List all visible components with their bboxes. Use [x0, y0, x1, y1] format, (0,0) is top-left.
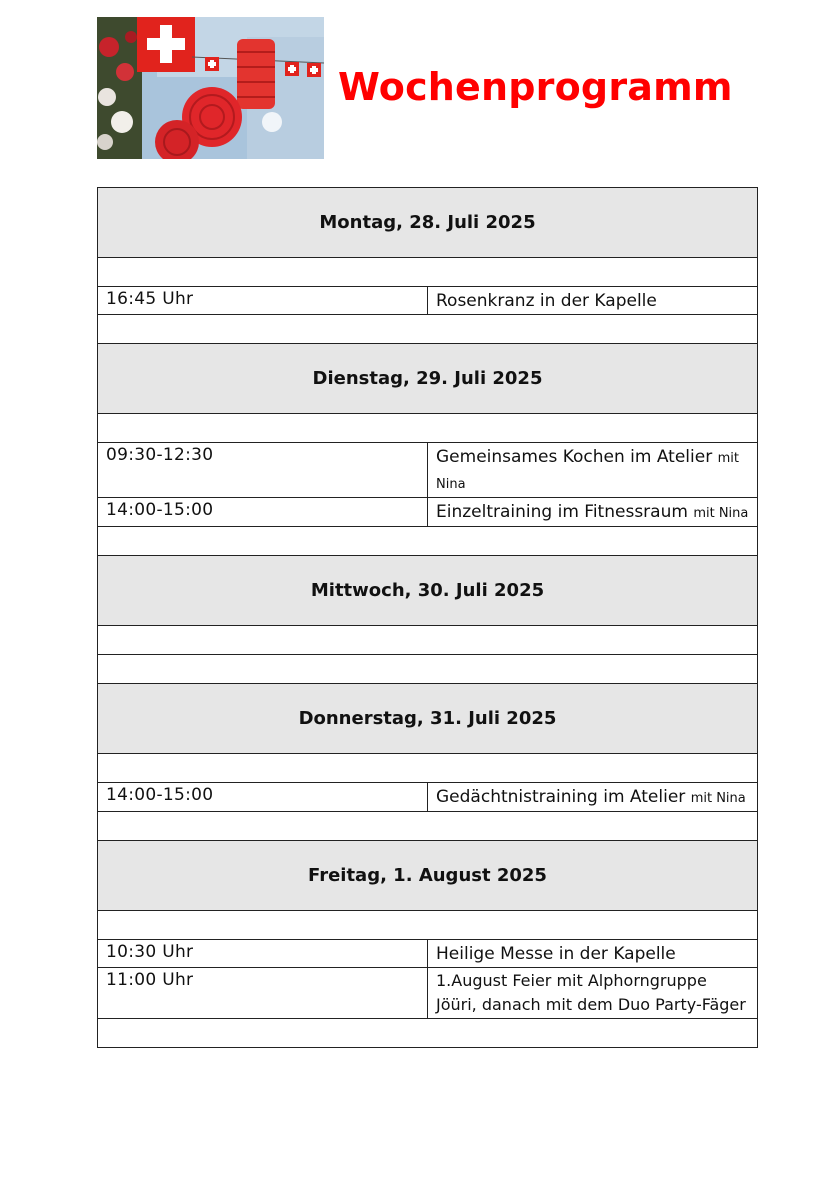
- day-header-friday: [98, 841, 758, 911]
- spacer-row: [98, 527, 758, 556]
- weekly-program-table: [97, 187, 758, 1048]
- event-description: [428, 287, 758, 315]
- event-description: [428, 498, 758, 527]
- event-title: Gemeinsames Kochen im Atelier: [436, 447, 713, 467]
- spacer-row: [98, 812, 758, 841]
- day-header-wednesday: [98, 556, 758, 626]
- day-header-thursday: [98, 684, 758, 754]
- event-time: 09:30-12:30: [98, 443, 428, 498]
- day-date: Mittwoch, 30. Juli 2025: [98, 556, 758, 626]
- event-title: Einzeltraining im Fitnessraum: [436, 502, 688, 522]
- page-title: Wochenprogramm: [338, 65, 733, 109]
- spacer-row: [98, 414, 758, 443]
- event-description: [428, 940, 758, 968]
- event-title: 1.August Feier mit Alphorngruppe Jöüri, danach mit dem Duo Party-Fäger: [436, 971, 746, 1014]
- day-date: Freitag, 1. August 2025: [98, 841, 758, 911]
- event-time: 16:45 Uhr: [98, 287, 428, 315]
- event-description: [428, 968, 758, 1019]
- event-row: [98, 443, 758, 498]
- day-date: Dienstag, 29. Juli 2025: [98, 344, 758, 414]
- spacer-row: [98, 911, 758, 940]
- event-row: [98, 287, 758, 315]
- day-header-monday: [98, 188, 758, 258]
- event-note: mit Nina: [436, 451, 739, 492]
- day-header-tuesday: [98, 344, 758, 414]
- event-row: [98, 783, 758, 812]
- event-time: 14:00-15:00: [98, 498, 428, 527]
- event-note: mit Nina: [690, 791, 746, 806]
- day-date: Montag, 28. Juli 2025: [98, 188, 758, 258]
- event-description: [428, 783, 758, 812]
- event-row: [98, 498, 758, 527]
- event-time: 10:30 Uhr: [98, 940, 428, 968]
- spacer-row: [98, 655, 758, 684]
- spacer-row: [98, 626, 758, 655]
- event-note: mit Nina: [693, 506, 749, 521]
- header-photo: [97, 17, 324, 159]
- event-title: Heilige Messe in der Kapelle: [436, 944, 676, 964]
- event-row: [98, 968, 758, 1019]
- spacer-row: [98, 754, 758, 783]
- event-title: Rosenkranz in der Kapelle: [436, 291, 657, 311]
- event-description: [428, 443, 758, 498]
- spacer-row: [98, 315, 758, 344]
- swiss-lanterns-photo-icon: [97, 17, 324, 159]
- day-date: Donnerstag, 31. Juli 2025: [98, 684, 758, 754]
- spacer-row: [98, 1019, 758, 1048]
- event-title: Gedächtnistraining im Atelier: [436, 787, 686, 807]
- event-time: 11:00 Uhr: [98, 968, 428, 1019]
- event-time: 14:00-15:00: [98, 783, 428, 812]
- event-row: [98, 940, 758, 968]
- spacer-row: [98, 258, 758, 287]
